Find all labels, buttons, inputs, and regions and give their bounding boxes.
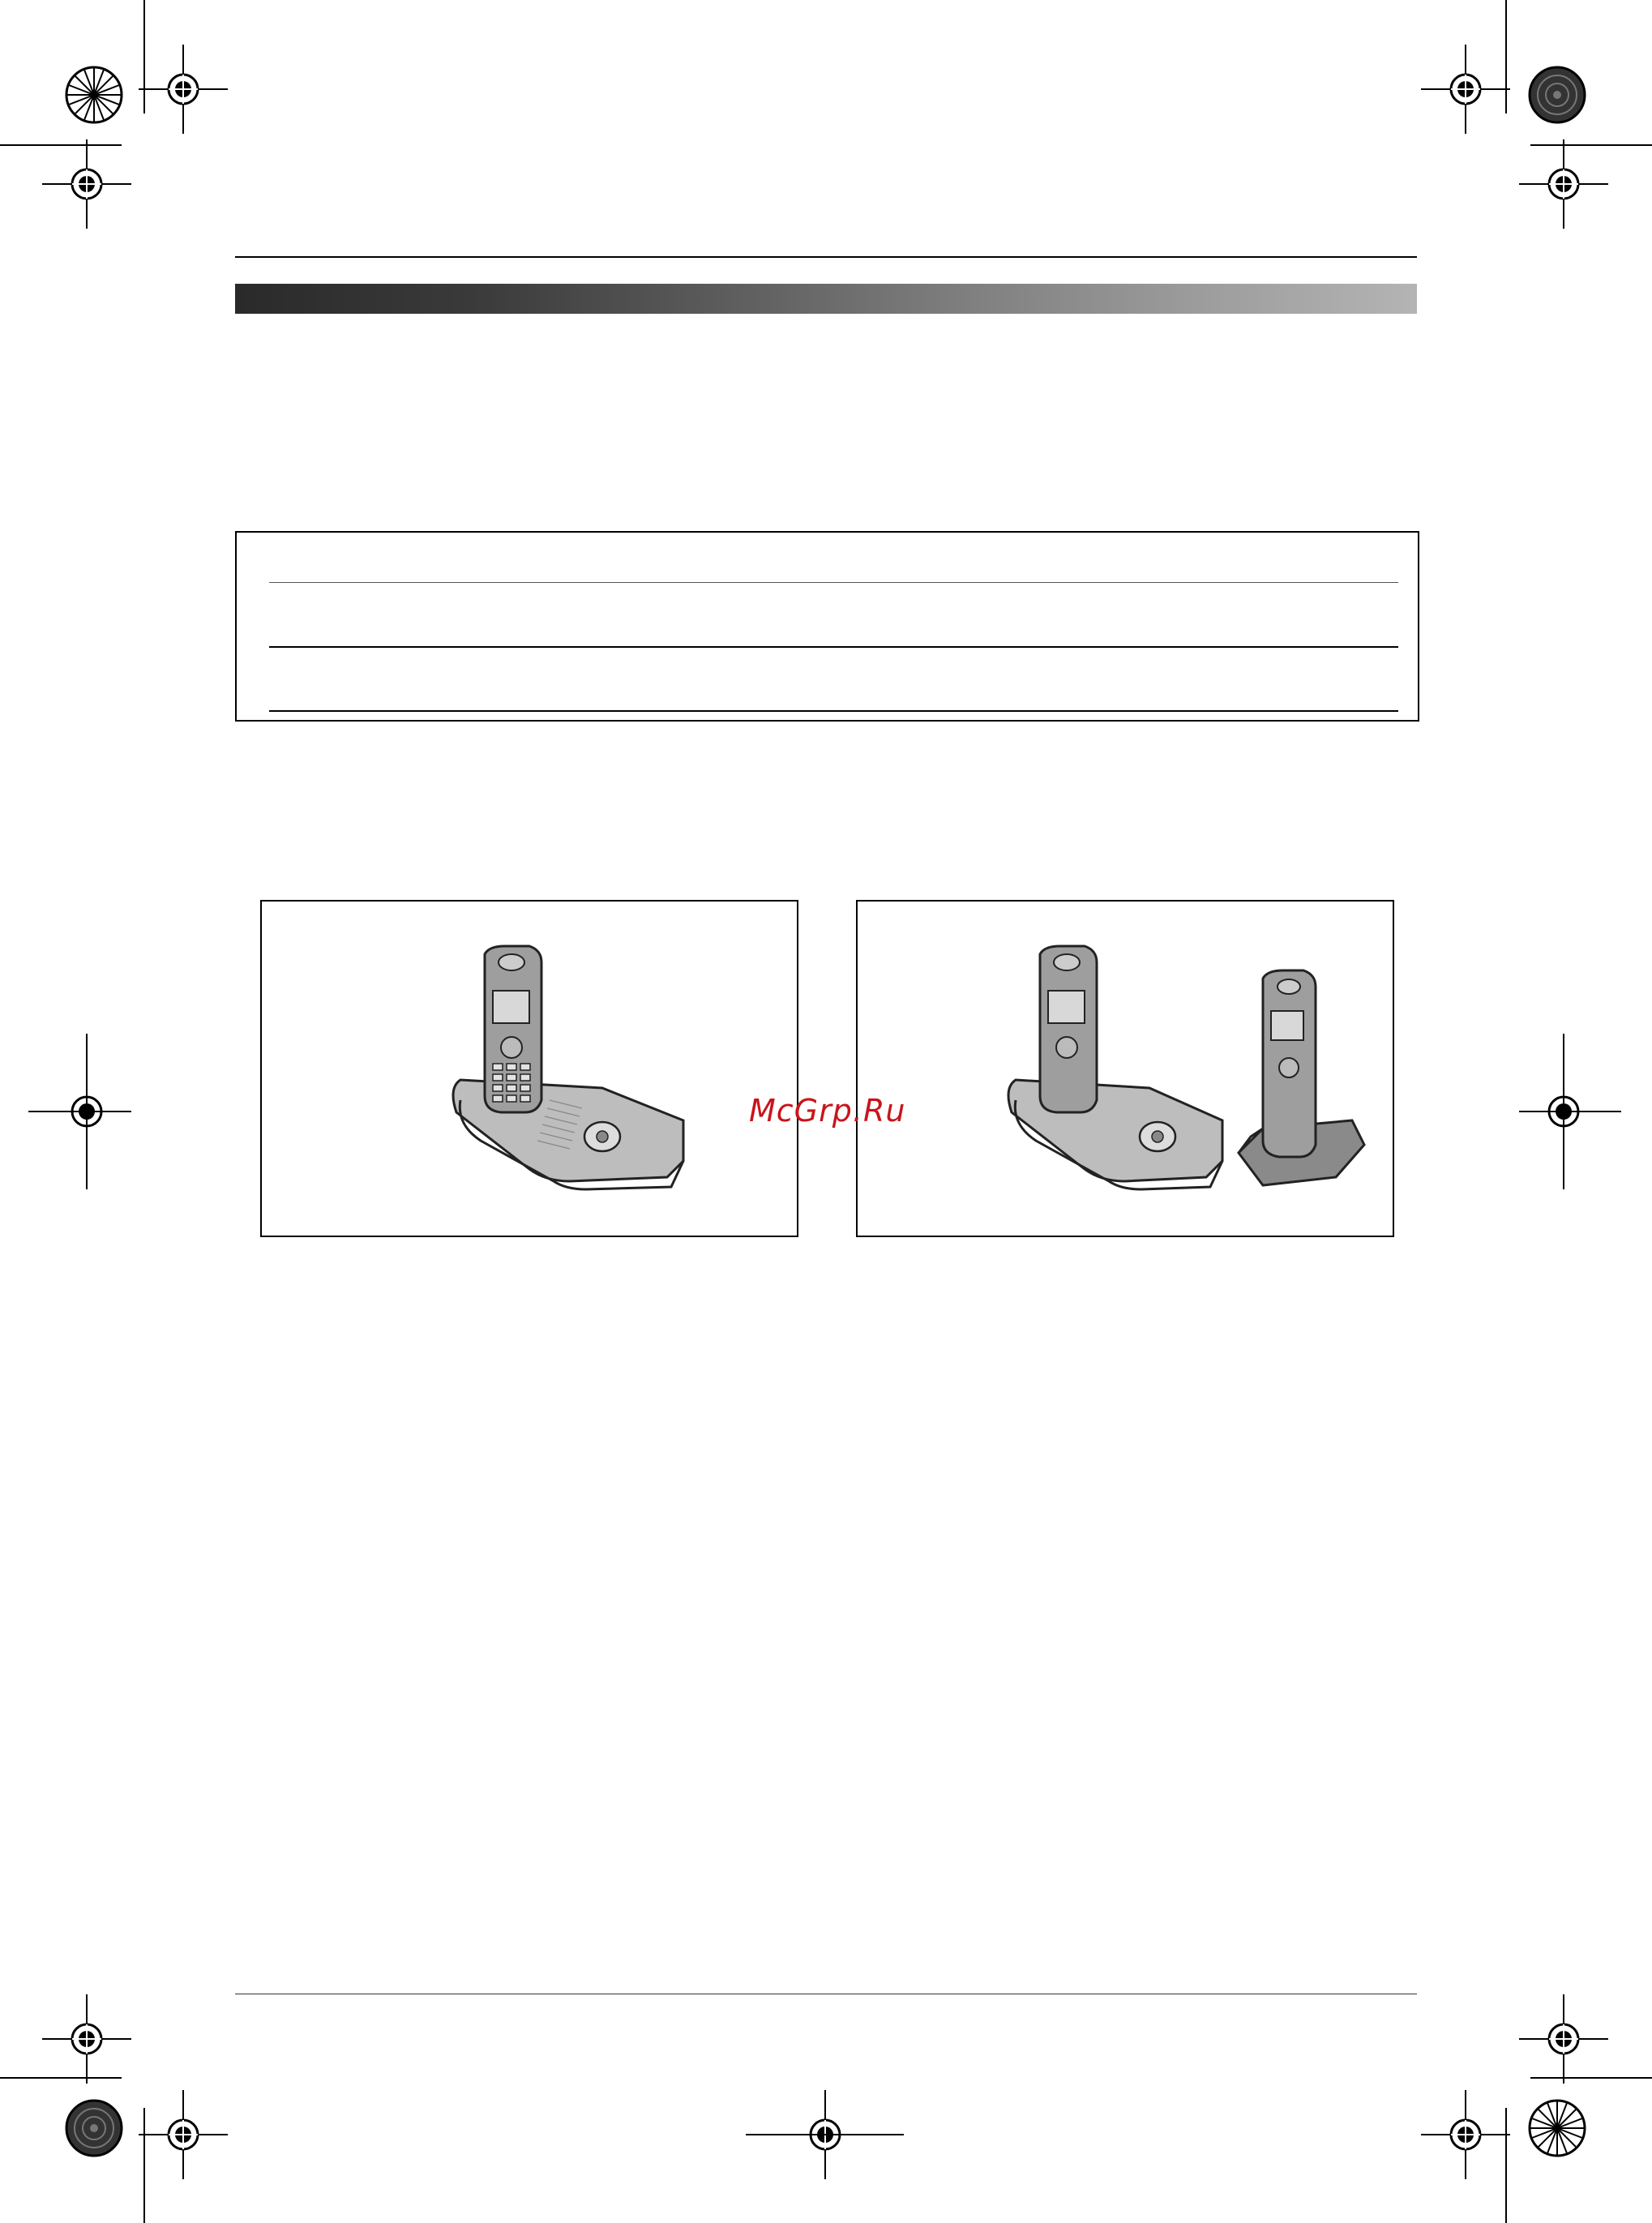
watermark-text: McGrp.Ru xyxy=(749,1093,906,1129)
crop-line-right-top xyxy=(1505,0,1507,114)
figure-single-handset xyxy=(260,900,798,1237)
spec-table-rule-1 xyxy=(269,582,1398,583)
spec-table-box xyxy=(235,531,1419,722)
crop-line-left-top xyxy=(143,0,145,114)
crop-line-right-bottom xyxy=(1505,2108,1507,2223)
crop-line-top-left xyxy=(0,144,122,146)
phone-with-base-and-charger-icon xyxy=(858,902,1396,1239)
section-gradient-bar xyxy=(235,284,1417,314)
crop-line-bottom-left xyxy=(0,2077,122,2079)
figure-two-handsets xyxy=(856,900,1394,1237)
phone-with-base-icon xyxy=(262,902,800,1239)
spec-table-rule-3 xyxy=(269,710,1398,712)
header-rule xyxy=(235,256,1417,258)
crop-line-left-bottom xyxy=(143,2108,145,2223)
crop-line-top-right xyxy=(1530,144,1652,146)
crop-line-bottom-right xyxy=(1530,2077,1652,2079)
spec-table-rule-2 xyxy=(269,646,1398,648)
